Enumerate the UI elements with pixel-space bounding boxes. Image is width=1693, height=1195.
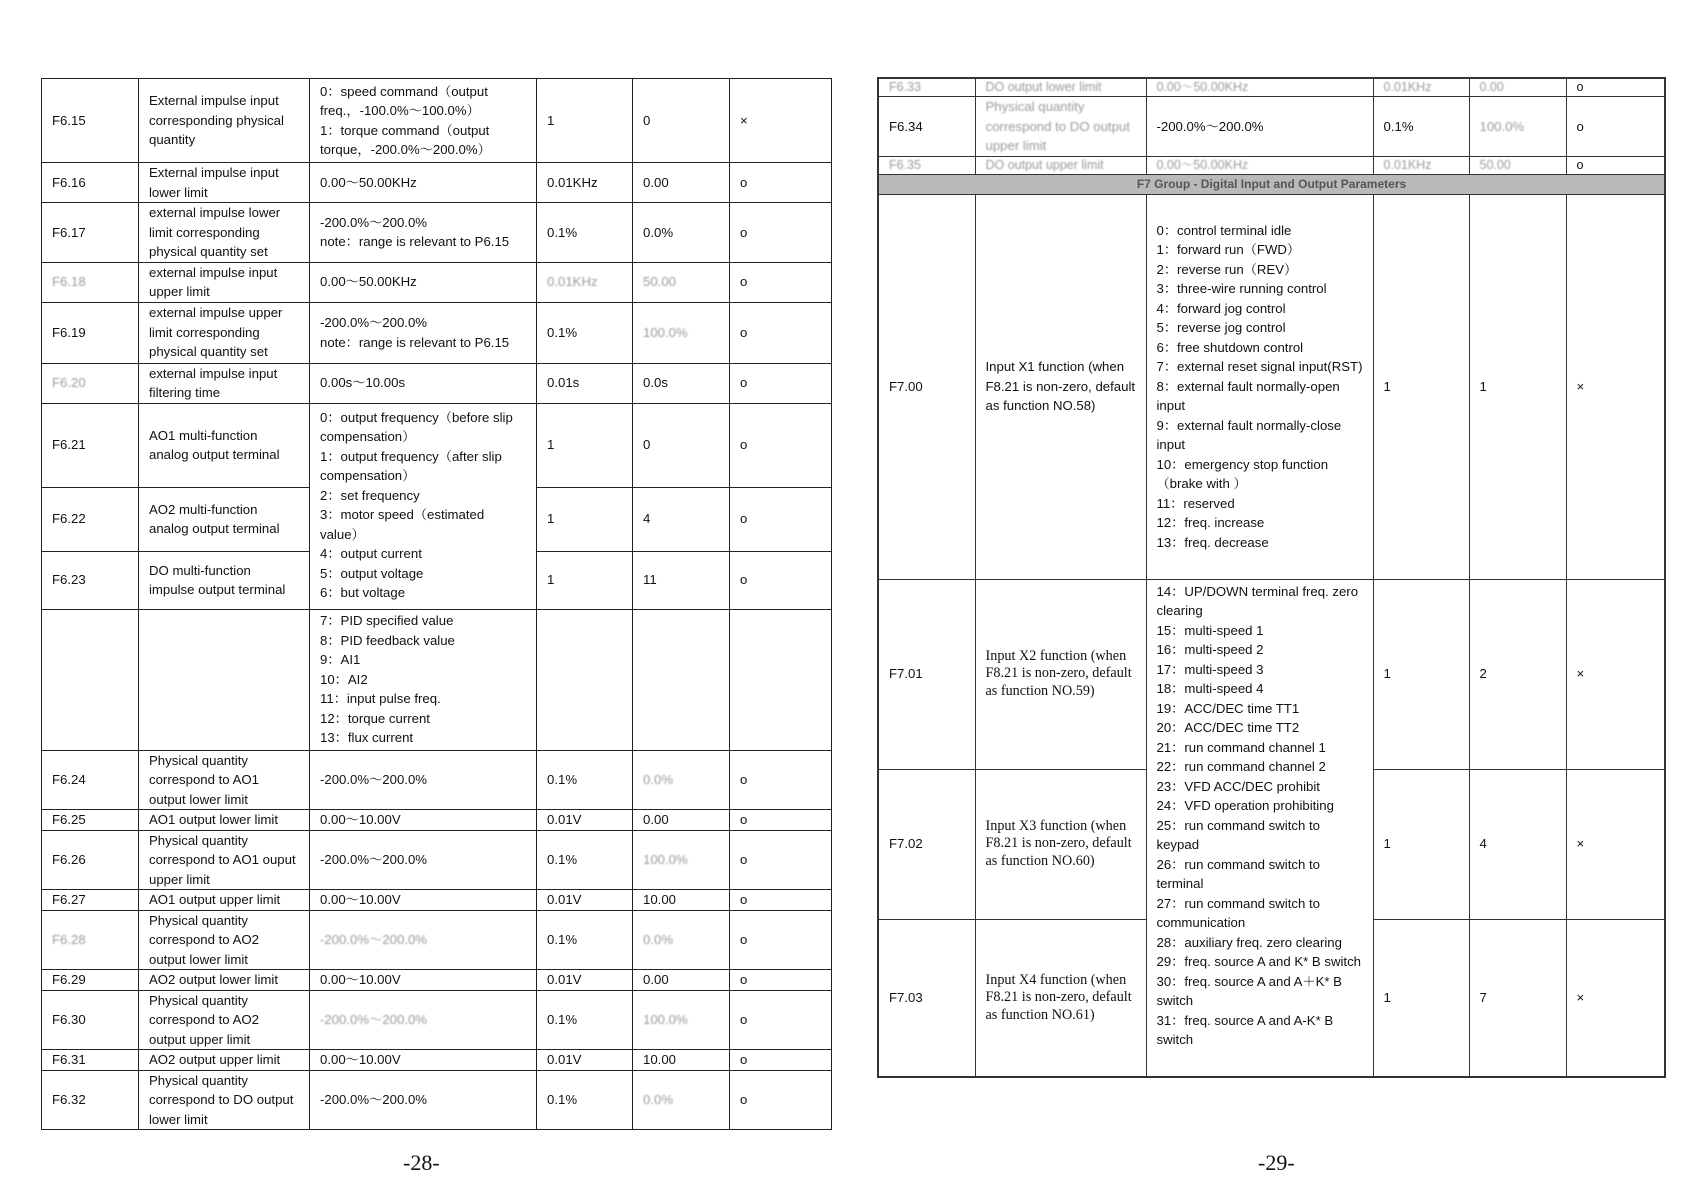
param-range-merged: 14：UP/DOWN terminal freq. zero clearing 15：multi-speed 1 16：multi-speed 2 17：multi-speed 3 18：multi-speed 4 19：ACC/DEC time TT1 20：ACC/DEC time TT2 21：run command channel 1 22：run command channel 2 23：VFD ACC/DEC prohibit 24：VFD operation prohibiting 25：run command switch to keypad 26：run command switch to terminal 27：run command switch to communication 28：auxiliary freq. zero clearing 29：freq. source A and K* B switch 30：freq. source A and A＋K* B switch 31：freq. source A and A-K* B switch	[1146, 579, 1373, 1077]
param-modify: ×	[730, 79, 832, 163]
param-code: F7.03	[878, 919, 975, 1077]
param-unit: 0.01KHz	[1373, 78, 1469, 97]
param-modify: o	[730, 890, 832, 911]
param-modify: o	[730, 363, 832, 403]
param-name: Input X4 function (when F8.21 is non-zero, default as function NO.61)	[975, 919, 1146, 1077]
param-unit: 0.01KHz	[537, 163, 633, 203]
param-default: 0.00	[633, 810, 730, 831]
table-row	[42, 609, 832, 750]
param-range: -200.0%～200.0%	[310, 1070, 537, 1130]
param-unit: 0.01V	[537, 890, 633, 911]
param-unit: 1	[537, 487, 633, 551]
param-range: 0.00～10.00V	[310, 890, 537, 911]
param-code: F6.35	[878, 156, 975, 174]
param-name: External impulse input lower limit	[139, 163, 310, 203]
table-row	[42, 890, 832, 911]
parameter-table-right	[877, 77, 1666, 1078]
param-code: F6.18	[42, 262, 139, 302]
param-code: F6.21	[42, 403, 139, 487]
param-name: Physical quantity correspond to AO2 output lower limit	[139, 910, 310, 970]
param-code: F6.22	[42, 487, 139, 551]
param-range: 7：PID specified value 8：PID feedback value 9：AI1 10：AI2 11：input pulse freq. 12：torque current 13：flux current	[310, 609, 537, 750]
param-modify: o	[730, 910, 832, 970]
table-row	[42, 262, 832, 302]
param-code: F6.20	[42, 363, 139, 403]
table-row	[42, 970, 832, 991]
param-unit: 0.01KHz	[1373, 156, 1469, 174]
param-default: 1	[1469, 194, 1566, 579]
param-range: 0.00～10.00V	[310, 1050, 537, 1071]
param-unit: 0.1%	[537, 830, 633, 890]
param-code: F6.25	[42, 810, 139, 831]
table-row	[42, 990, 832, 1050]
param-unit: 0.01KHz	[537, 262, 633, 302]
param-modify: o	[730, 750, 832, 810]
param-name: external impulse input upper limit	[139, 262, 310, 302]
param-name: Physical quantity correspond to DO output lower limit	[139, 1070, 310, 1130]
param-default: 0.00	[1469, 78, 1566, 97]
param-code: F6.26	[42, 830, 139, 890]
param-range: 0.00～50.00KHz	[310, 262, 537, 302]
param-default: 100.0%	[633, 990, 730, 1050]
param-modify: o	[730, 302, 832, 363]
table-row	[42, 79, 832, 163]
param-range: 0.00s～10.00s	[310, 363, 537, 403]
param-code: F6.15	[42, 79, 139, 163]
param-default: 0.0s	[633, 363, 730, 403]
param-modify: o	[730, 403, 832, 487]
param-code: F6.34	[878, 97, 975, 157]
param-unit: 1	[1373, 194, 1469, 579]
param-range: -200.0%～200.0%	[310, 990, 537, 1050]
param-range: 0.00～10.00V	[310, 970, 537, 991]
table-row	[878, 78, 1665, 97]
param-modify: o	[730, 830, 832, 890]
param-default	[633, 609, 730, 750]
param-code: F6.28	[42, 910, 139, 970]
param-name: external impulse lower limit corresponding physical quantity set	[139, 203, 310, 263]
param-default: 0.0%	[633, 910, 730, 970]
table-row	[42, 830, 832, 890]
param-default: 0.0%	[633, 750, 730, 810]
param-modify: o	[730, 487, 832, 551]
param-default: 0.0%	[633, 1070, 730, 1130]
table-row	[878, 194, 1665, 579]
param-unit: 0.1%	[537, 750, 633, 810]
param-range: 0.00～10.00V	[310, 810, 537, 831]
param-name	[139, 609, 310, 750]
param-default: 2	[1469, 579, 1566, 769]
param-range: -200.0%～200.0%	[1146, 97, 1373, 157]
param-code: F7.00	[878, 194, 975, 579]
group-header-row	[878, 174, 1665, 194]
param-default: 100.0%	[633, 830, 730, 890]
param-range: -200.0%～200.0%	[310, 910, 537, 970]
param-default: 4	[1469, 769, 1566, 919]
param-name: external impulse input filtering time	[139, 363, 310, 403]
param-unit: 0.01s	[537, 363, 633, 403]
param-default: 7	[1469, 919, 1566, 1077]
param-unit: 0.01V	[537, 1050, 633, 1071]
group-title: F7 Group - Digital Input and Output Parameters	[878, 174, 1665, 194]
param-modify: o	[730, 810, 832, 831]
param-range-merged: 0：output frequency（before slip compensation） 1：output frequency（after slip compensation） 2：set frequency 3：motor speed（estimated value） 4：output current 5：output voltage 6：but voltage	[310, 403, 537, 609]
param-name: DO output upper limit	[975, 156, 1146, 174]
param-code: F6.29	[42, 970, 139, 991]
param-range: 0.00～50.00KHz	[1146, 156, 1373, 174]
param-modify: o	[730, 163, 832, 203]
param-modify: ×	[1566, 769, 1665, 919]
param-default: 0.00	[633, 970, 730, 991]
param-unit: 0.1%	[1373, 97, 1469, 157]
param-name: external impulse upper limit corresponding physical quantity set	[139, 302, 310, 363]
param-default: 50.00	[633, 262, 730, 302]
table-row	[42, 163, 832, 203]
param-default: 10.00	[633, 890, 730, 911]
table-row	[42, 363, 832, 403]
param-unit: 1	[537, 551, 633, 609]
param-range: 0.00～50.00KHz	[310, 163, 537, 203]
param-range: 0.00～50.00KHz	[1146, 78, 1373, 97]
param-default: 100.0%	[1469, 97, 1566, 157]
param-unit: 1	[1373, 769, 1469, 919]
param-name: Input X1 function (when F8.21 is non-zero, default as function NO.58)	[975, 194, 1146, 579]
page-number: -28-	[403, 1150, 440, 1175]
param-unit: 0.1%	[537, 1070, 633, 1130]
param-unit: 0.01V	[537, 810, 633, 831]
param-modify: o	[730, 262, 832, 302]
table-row	[42, 1070, 832, 1130]
param-code: F6.31	[42, 1050, 139, 1071]
param-modify	[730, 609, 832, 750]
param-name: Physical quantity correspond to AO1 ouput upper limit	[139, 830, 310, 890]
param-code: F6.24	[42, 750, 139, 810]
param-default: 11	[633, 551, 730, 609]
param-unit: 1	[537, 79, 633, 163]
param-default: 0	[633, 79, 730, 163]
param-name: Physical quantity correspond to AO1 output lower limit	[139, 750, 310, 810]
param-modify: o	[730, 1070, 832, 1130]
param-unit: 1	[1373, 579, 1469, 769]
param-range: -200.0%～200.0% note：range is relevant to P6.15	[310, 203, 537, 263]
param-unit	[537, 609, 633, 750]
table-row	[42, 810, 832, 831]
table-row	[42, 403, 832, 487]
param-unit: 0.1%	[537, 910, 633, 970]
param-modify: ×	[1566, 919, 1665, 1077]
param-code: F6.32	[42, 1070, 139, 1130]
param-modify: o	[730, 551, 832, 609]
table-row	[878, 156, 1665, 174]
param-code: F6.16	[42, 163, 139, 203]
param-modify: o	[1566, 97, 1665, 157]
param-code: F7.01	[878, 579, 975, 769]
param-unit: 0.1%	[537, 302, 633, 363]
param-name: DO output lower limit	[975, 78, 1146, 97]
page-number: -29-	[1258, 1150, 1295, 1175]
table-row	[42, 203, 832, 263]
param-name: Physical quantity correspond to DO output upper limit	[975, 97, 1146, 157]
param-default: 4	[633, 487, 730, 551]
param-modify: o	[1566, 78, 1665, 97]
table-row	[42, 910, 832, 970]
param-unit: 0.01V	[537, 970, 633, 991]
param-name: Physical quantity correspond to AO2 output upper limit	[139, 990, 310, 1050]
param-default: 10.00	[633, 1050, 730, 1071]
param-name: Input X2 function (when F8.21 is non-zero, default as function NO.59)	[975, 579, 1146, 769]
param-default: 0	[633, 403, 730, 487]
param-modify: o	[730, 203, 832, 263]
param-code	[42, 609, 139, 750]
param-name: AO2 multi-function analog output terminal	[139, 487, 310, 551]
param-default: 100.0%	[633, 302, 730, 363]
param-code: F6.19	[42, 302, 139, 363]
parameter-table-left	[41, 78, 832, 1130]
param-range: -200.0%～200.0%	[310, 830, 537, 890]
param-name: External impulse input corresponding physical quantity	[139, 79, 310, 163]
param-modify: o	[730, 1050, 832, 1071]
param-range: 0：speed command（output freq.，-100.0%～100.0%） 1：torque command（output torque，-200.0%～200.0%）	[310, 79, 537, 163]
param-code: F7.02	[878, 769, 975, 919]
param-modify: o	[1566, 156, 1665, 174]
param-code: F6.23	[42, 551, 139, 609]
param-code: F6.17	[42, 203, 139, 263]
param-code: F6.33	[878, 78, 975, 97]
param-modify: ×	[1566, 579, 1665, 769]
param-name: DO multi-function impulse output terminal	[139, 551, 310, 609]
param-modify: o	[730, 990, 832, 1050]
param-unit: 1	[1373, 919, 1469, 1077]
param-default: 0.00	[633, 163, 730, 203]
param-name: AO1 output lower limit	[139, 810, 310, 831]
table-row	[878, 579, 1665, 769]
param-modify: ×	[1566, 194, 1665, 579]
param-name: Input X3 function (when F8.21 is non-zero, default as function NO.60)	[975, 769, 1146, 919]
table-row	[42, 1050, 832, 1071]
param-name: AO1 multi-function analog output terminal	[139, 403, 310, 487]
param-modify: o	[730, 970, 832, 991]
param-range: 0：control terminal idle 1：forward run（FWD） 2：reverse run（REV） 3：three-wire running control 4：forward jog control 5：reverse jog control 6：free shutdown control 7：external reset signal input(RST) 8：external fault normally-open input 9：external fault normally-close input 10：emergency stop function（brake with ） 11：reserved 12：freq. increase 13：freq. decrease	[1146, 194, 1373, 579]
param-unit: 1	[537, 403, 633, 487]
table-row	[42, 750, 832, 810]
table-row	[878, 97, 1665, 157]
param-name: AO2 output upper limit	[139, 1050, 310, 1071]
param-default: 0.0%	[633, 203, 730, 263]
table-row	[42, 302, 832, 363]
param-default: 50.00	[1469, 156, 1566, 174]
param-code: F6.30	[42, 990, 139, 1050]
param-code: F6.27	[42, 890, 139, 911]
param-range: -200.0%～200.0%	[310, 750, 537, 810]
param-range: -200.0%～200.0% note：range is relevant to P6.15	[310, 302, 537, 363]
param-unit: 0.1%	[537, 203, 633, 263]
param-name: AO2 output lower limit	[139, 970, 310, 991]
param-name: AO1 output upper limit	[139, 890, 310, 911]
param-unit: 0.1%	[537, 990, 633, 1050]
